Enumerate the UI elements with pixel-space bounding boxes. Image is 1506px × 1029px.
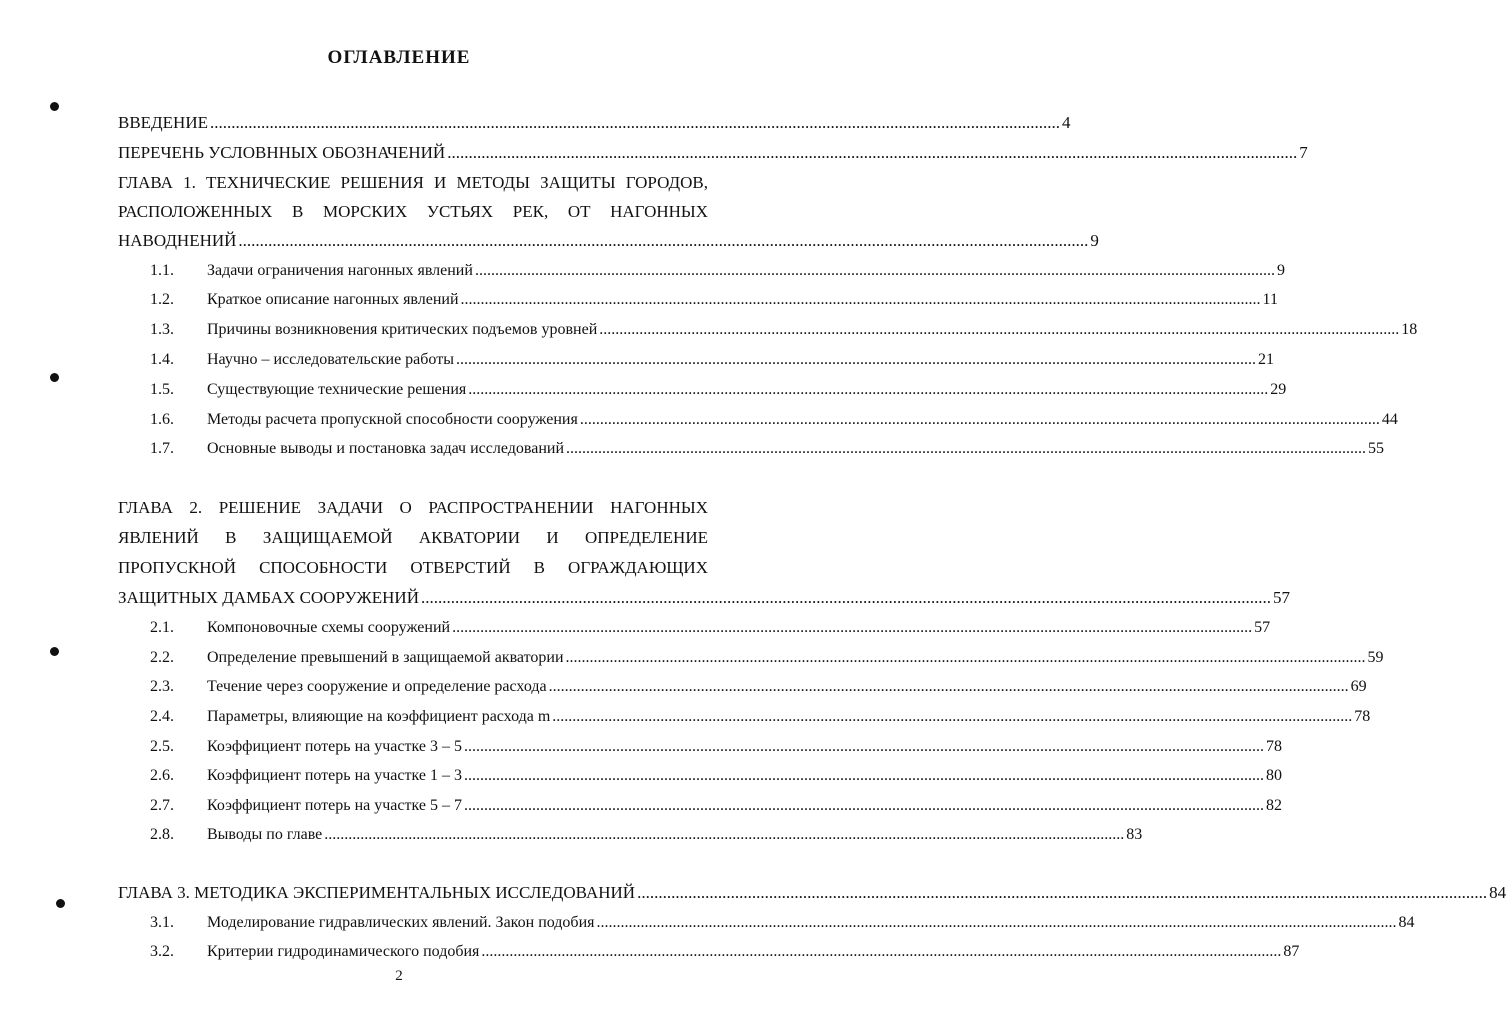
toc-subentry-number: 2.6. xyxy=(150,767,174,784)
toc-entry-page: 18 xyxy=(1401,321,1418,338)
toc-subentry-number: 3.1. xyxy=(150,914,174,931)
toc-subentry-number: 2.2. xyxy=(150,649,174,666)
toc-entry-page: 29 xyxy=(1270,381,1287,398)
toc-subentry-number: 1.2. xyxy=(150,291,174,308)
toc-entry-page: 4 xyxy=(1061,113,1071,132)
leader-dots: ........................................................................................................................................................................................................ xyxy=(209,113,1060,132)
toc-subentry xyxy=(150,796,1282,816)
toc-subentry xyxy=(150,942,1300,962)
toc-entry-page: 11 xyxy=(1262,291,1278,308)
toc-entry-page: 87 xyxy=(1283,943,1300,960)
toc-entry-label: Коэффициент потерь на участке 5 – 7 xyxy=(207,797,462,814)
toc-entry-page: 84 xyxy=(1398,914,1415,931)
toc-entry-page: 69 xyxy=(1350,678,1367,695)
toc-subentry-number: 1.3. xyxy=(150,321,174,338)
leader-dots: ........................................................................................................................................................................................................ xyxy=(324,826,1125,843)
toc-subentry-number: 1.1. xyxy=(150,262,174,279)
toc-entry-label: Выводы по главе xyxy=(207,826,323,843)
toc-subentry xyxy=(150,261,1285,281)
toc-entry-page: 84 xyxy=(1489,883,1506,902)
toc-entry-label: Задачи ограничения нагонных явлений xyxy=(207,262,473,279)
toc-entry-label: Причины возникновения критических подъемов уровней xyxy=(207,321,598,338)
toc-subentry-number: 3.2. xyxy=(150,943,174,960)
leader-dots: ........................................................................................................................................................................................................ xyxy=(463,767,1264,784)
toc-subentry-number: 1.7. xyxy=(150,440,174,457)
toc-entry-label: ЗАЩИТНЫХ ДАМБАХ СООРУЖЕНИЙ xyxy=(118,588,419,607)
toc-subentry xyxy=(150,825,1143,845)
toc-entry-label: Краткое описание нагонных явлений xyxy=(207,291,459,308)
leader-dots: ........................................................................................................................................................................................................ xyxy=(579,411,1380,428)
toc-subentry xyxy=(150,350,1274,370)
toc-subentry-number: 2.7. xyxy=(150,797,174,814)
toc-entry-label: ВВЕДЕНИЕ xyxy=(118,113,208,132)
leader-dots: ........................................................................................................................................................................................................ xyxy=(481,943,1282,960)
toc-subentry-number: 1.4. xyxy=(150,351,174,368)
toc-entry-page: 57 xyxy=(1272,588,1290,607)
chapter-heading-line: ЯВЛЕНИЙ В ЗАЩИЩАЕМОЙ АКВАТОРИИ И ОПРЕДЕЛЕНИЕ xyxy=(118,528,708,547)
toc-subentry-number: 1.5. xyxy=(150,381,174,398)
toc-entry-page: 7 xyxy=(1299,143,1308,162)
leader-dots: ........................................................................................................................................................................................................ xyxy=(463,797,1264,814)
toc-entry-label: Моделирование гидравлических явлений. Закон подобия xyxy=(207,914,595,931)
toc-entry-page: 78 xyxy=(1354,708,1371,725)
toc-subentry-number: 2.4. xyxy=(150,708,174,725)
leader-dots: ........................................................................................................................................................................................................ xyxy=(238,231,1089,250)
leader-dots: ........................................................................................................................................................................................................ xyxy=(565,649,1366,666)
page-title: ОГЛАВЛЕНИЕ xyxy=(327,47,471,68)
toc-entry-label: Основные выводы и постановка задач исследований xyxy=(207,440,565,457)
toc-entry-label: Определение превышений в защищаемой акватории xyxy=(207,649,564,666)
toc-subentry xyxy=(150,290,1278,310)
toc-subentry xyxy=(150,707,1371,727)
toc-entry xyxy=(118,883,1506,903)
toc-entry xyxy=(118,143,1308,163)
toc-entry-page: 55 xyxy=(1368,440,1385,457)
leader-dots: ........................................................................................................................................................................................................ xyxy=(566,440,1367,457)
toc-subentry xyxy=(150,913,1415,933)
leader-dots: ........................................................................................................................................................................................................ xyxy=(455,351,1256,368)
toc-entry-label: ГЛАВА 3. МЕТОДИКА ЭКСПЕРИМЕНТАЛЬНЫХ ИССЛЕДОВАНИЙ xyxy=(118,883,636,902)
toc-entry-label: ПЕРЕЧЕНЬ УСЛОВННЫХ ОБОЗНАЧЕНИЙ xyxy=(118,143,446,162)
toc-entry-label: Коэффициент потерь на участке 3 – 5 xyxy=(207,738,462,755)
toc-subentry xyxy=(150,618,1271,638)
toc-subentry xyxy=(150,320,1418,340)
chapter-heading-line: ПРОПУСКНОЙ СПОСОБНОСТИ ОТВЕРСТИЙ В ОГРАЖДАЮЩИХ xyxy=(118,558,708,577)
toc-entry-label: Научно – исследовательские работы xyxy=(207,351,454,368)
leader-dots: ........................................................................................................................................................................................................ xyxy=(468,381,1269,398)
toc-entry-label: Течение через сооружение и определение расхода xyxy=(207,678,547,695)
leader-dots: ........................................................................................................................................................................................................ xyxy=(599,321,1400,338)
toc-subentry-number: 2.3. xyxy=(150,678,174,695)
toc-subentry xyxy=(150,410,1398,430)
toc-entry-label: Существующие технические решения xyxy=(207,381,467,398)
chapter-heading-line: ГЛАВА 2. РЕШЕНИЕ ЗАДАЧИ О РАСПРОСТРАНЕНИИ НАГОННЫХ xyxy=(118,498,708,517)
toc-subentry xyxy=(150,766,1282,786)
toc-subentry xyxy=(150,648,1384,668)
toc-entry-label: Коэффициент потерь на участке 1 – 3 xyxy=(207,767,462,784)
toc-entry-label: Методы расчета пропускной способности сооружения xyxy=(207,411,578,428)
ink-blot xyxy=(50,647,59,656)
toc-subentry xyxy=(150,439,1385,459)
ink-blot xyxy=(50,373,59,382)
toc-subentry-number: 1.6. xyxy=(150,411,174,428)
ink-blot xyxy=(50,102,59,111)
leader-dots: ........................................................................................................................................................................................................ xyxy=(420,588,1271,607)
toc-entry-page: 9 xyxy=(1276,262,1285,279)
toc-entry-page: 83 xyxy=(1126,826,1143,843)
leader-dots: ........................................................................................................................................................................................................ xyxy=(474,262,1275,279)
page-number: 2 xyxy=(395,968,403,984)
chapter-heading-line: ГЛАВА 1. ТЕХНИЧЕСКИЕ РЕШЕНИЯ И МЕТОДЫ ЗАЩИТЫ ГОРОДОВ, xyxy=(118,173,708,192)
toc-subentry-number: 2.5. xyxy=(150,738,174,755)
toc-entry-label: Компоновочные схемы сооружений xyxy=(207,619,451,636)
leader-dots: ........................................................................................................................................................................................................ xyxy=(452,619,1253,636)
toc-entry xyxy=(118,588,1290,608)
leader-dots: ........................................................................................................................................................................................................ xyxy=(548,678,1349,695)
leader-dots: ........................................................................................................................................................................................................ xyxy=(637,883,1488,902)
toc-subentry xyxy=(150,677,1367,697)
toc-entry-page: 57 xyxy=(1254,619,1271,636)
toc-entry xyxy=(118,113,1071,133)
leader-dots: ........................................................................................................................................................................................................ xyxy=(463,738,1264,755)
toc-entry-page: 80 xyxy=(1265,767,1282,784)
toc-entry-page: 44 xyxy=(1381,411,1398,428)
toc-entry-page: 78 xyxy=(1265,738,1282,755)
toc-entry-page: 21 xyxy=(1257,351,1274,368)
toc-entry-label: НАВОДНЕНИЙ xyxy=(118,231,237,250)
leader-dots: ........................................................................................................................................................................................................ xyxy=(460,291,1261,308)
toc-entry-label: Параметры, влияющие на коэффициент расхода m xyxy=(207,708,551,725)
toc-entry-page: 9 xyxy=(1090,231,1099,250)
toc-entry-label: Критерии гидродинамического подобия xyxy=(207,943,480,960)
toc-subentry-number: 2.1. xyxy=(150,619,174,636)
toc-entry-page: 59 xyxy=(1367,649,1384,666)
leader-dots: ........................................................................................................................................................................................................ xyxy=(552,708,1353,725)
toc-subentry xyxy=(150,380,1287,400)
toc-subentry xyxy=(150,737,1282,757)
ink-blot xyxy=(56,899,65,908)
leader-dots: ........................................................................................................................................................................................................ xyxy=(447,143,1298,162)
toc-entry-page: 82 xyxy=(1265,797,1282,814)
chapter-heading-line: РАСПОЛОЖЕННЫХ В МОРСКИХ УСТЬЯХ РЕК, ОТ НАГОННЫХ xyxy=(118,202,708,221)
leader-dots: ........................................................................................................................................................................................................ xyxy=(596,914,1397,931)
toc-entry xyxy=(118,231,1099,251)
toc-subentry-number: 2.8. xyxy=(150,826,174,843)
